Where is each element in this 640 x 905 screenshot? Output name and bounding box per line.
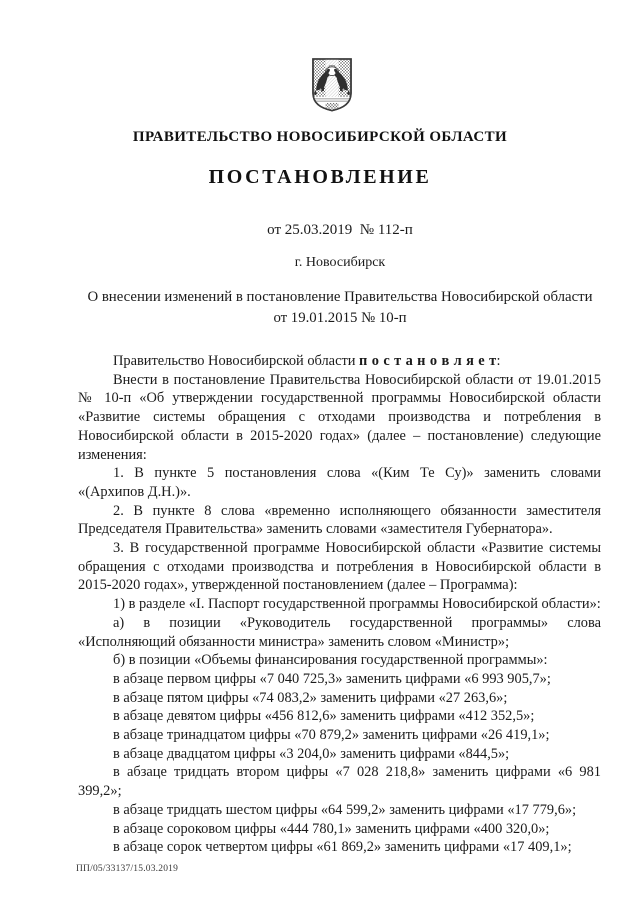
- subject-line-2: от 19.01.2015 № 10-п: [273, 309, 407, 326]
- paragraph: а) в позиции «Руководитель государственной программы» слова «Исполняющий обязанности министра» заменить словом «Министр»;: [78, 614, 601, 650]
- intro-colon: :: [496, 353, 501, 369]
- organization-name: ПРАВИТЕЛЬСТВО НОВОСИБИРСКОЙ ОБЛАСТИ: [132, 129, 508, 145]
- paragraph: в абзаце двадцатом цифры «3 204,0» заменить цифрами «844,5»;: [113, 745, 510, 762]
- paragraph: в абзаце пятом цифры «74 083,2» заменить цифрами «27 263,6»;: [113, 689, 508, 706]
- paragraph: в абзаце первом цифры «7 040 725,3» заменить цифрами «6 993 905,7»;: [113, 670, 551, 687]
- document-subject: [60, 287, 620, 328]
- paragraph: 2. В пункте 8 слова «временно исполняющего обязанности заместителя Председателя Правительства» заменить словами «заместителя Губернатора».: [78, 502, 601, 538]
- paragraph: в абзаце тринадцатом цифры «70 879,2» заменить цифрами «26 419,1»;: [113, 727, 550, 744]
- document-date-number: от 25.03.2019 № 112-п: [267, 222, 413, 238]
- intro-prefix: Правительство Новосибирской области: [113, 353, 360, 369]
- paragraph: в абзаце тридцать шестом цифры «64 599,2» заменить цифрами «17 779,6»;: [113, 801, 577, 818]
- novosibirsk-oblast-coat-of-arms-icon: [311, 56, 353, 114]
- subject-line-1: О внесении изменений в постановление Правительства Новосибирской области: [87, 289, 593, 305]
- document-type-title: ПОСТАНОВЛЕНИЕ: [208, 166, 432, 188]
- document-body: [78, 352, 601, 857]
- intro-resolves-word: п о с т а н о в л я е т: [359, 353, 497, 369]
- paragraph: 1. В пункте 5 постановления слова «(Ким Те Су)» заменить словами «(Архипов Д.Н.)».: [78, 465, 601, 500]
- intro-paragraph: [78, 352, 601, 371]
- paragraph: 1) в разделе «I. Паспорт государственной программы Новосибирской области»:: [113, 596, 601, 613]
- paragraph: в абзаце сорок четвертом цифры «61 869,2» заменить цифрами «17 409,1»;: [113, 839, 572, 856]
- footer-registration-code: ПП/05/33137/15.03.2019: [76, 864, 179, 874]
- paragraph: Внести в постановление Правительства Новосибирской области от 19.01.2015 № 10-п «Об утверждении государственной программы Новосибирской области «Развитие системы обращения с отходами производства и потребления в Новосибирской области в 2015-2020 годах» (далее – постановление) следующие изменения:: [78, 371, 601, 463]
- paragraph: в абзаце тридцать втором цифры «7 028 218,8» заменить цифрами «6 981 399,2»;: [78, 764, 601, 800]
- paragraph: в абзаце сороковом цифры «444 780,1» заменить цифрами «400 320,0»;: [113, 820, 550, 837]
- paragraph: в абзаце девятом цифры «456 812,6» заменить цифрами «412 352,5»;: [113, 708, 535, 725]
- document-city: г. Новосибирск: [294, 255, 386, 270]
- paragraph: 3. В государственной программе Новосибирской области «Развитие системы обращения с отходами производства и потребления в Новосибирской области в 2015-2020 годах», утвержденной постановлением (далее – Программа):: [78, 540, 601, 594]
- paragraph: б) в позиции «Объемы финансирования государственной программы»:: [113, 652, 548, 669]
